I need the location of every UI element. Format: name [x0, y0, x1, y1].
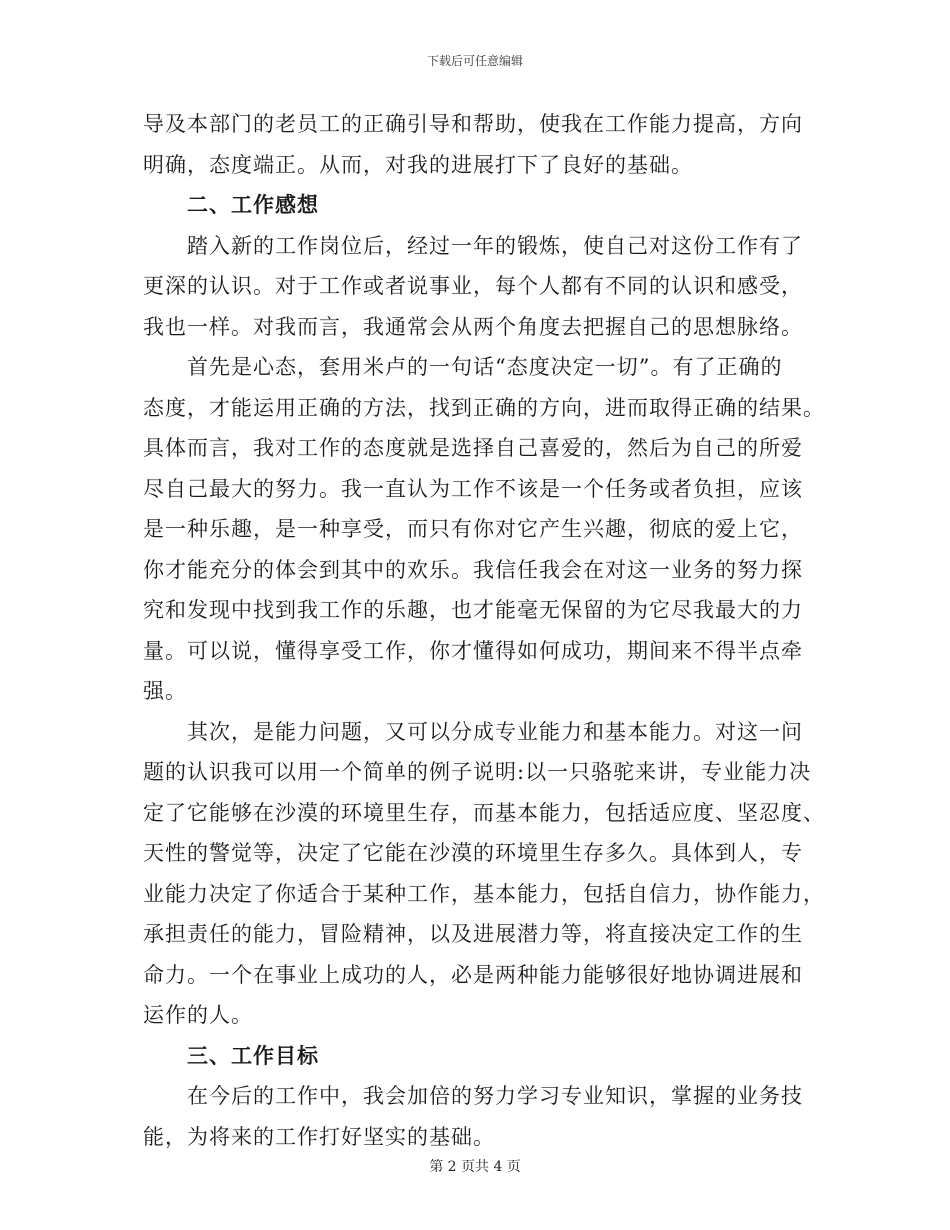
text-line: 运作的人。 — [143, 1003, 253, 1027]
text-line: 强。 — [143, 679, 187, 703]
paragraph-1 — [143, 104, 808, 185]
section-heading-2 — [143, 185, 808, 226]
text-line: 承担责任的能力，冒险精神，以及进展潜力等，将直接决定工作的生 — [143, 922, 803, 946]
text-line: 能，为将来的工作打好坚实的基础。 — [143, 1124, 495, 1149]
page-footer: 第 2 页共 4 页 — [429, 1159, 521, 1175]
text-line: 踏入新的工作岗位后，经过一年的锻炼，使自己对这份工作有了 — [187, 233, 803, 258]
text-line: 量。可以说，懂得享受工作，你才懂得如何成功，期间来不得半点牵 — [143, 638, 803, 663]
text-line: 你才能充分的体会到其中的欢乐。我信任我会在对这一业务的努力探 — [143, 557, 803, 582]
paragraph-4 — [143, 712, 825, 1036]
text-line: 定了它能够在沙漠的环境里生存，而基本能力，包括适应度、坚忍度、 — [143, 800, 825, 825]
paragraph-5 — [143, 1076, 808, 1157]
document-body — [143, 104, 825, 1157]
section-heading-3 — [143, 1036, 808, 1077]
text-line: 天性的警觉等，决定了它能在沙漠的环境里生存多久。具体到人，专 — [143, 841, 803, 865]
text-line: 具体而言，我对工作的态度就是选择自己喜爱的，然后为自己的所爱 — [143, 436, 803, 460]
text-line: 业能力决定了你适合于某种工作，基本能力，包括自信力，协作能力， — [143, 881, 825, 906]
text-line: 导及本部门的老员工的正确引导和帮助，使我在工作能力提高，方向 — [143, 112, 803, 136]
text-line: 是一种乐趣，是一种享受，而只有你对它产生兴趣，彻底的爱上它， — [143, 517, 803, 541]
text-line: 尽自己最大的努力。我一直认为工作不该是一个任务或者负担，应该 — [143, 476, 803, 501]
page-header: 下载后可任意编辑 — [426, 54, 523, 68]
text-line: 态度，才能运用正确的方法，找到正确的方向，进而取得正确的结果。 — [143, 395, 825, 420]
text-line: 究和发现中找到我工作的乐趣，也才能毫无保留的为它尽我最大的力 — [143, 598, 803, 622]
heading-text: 三、工作目标 — [187, 1042, 319, 1068]
text-line: 明确，态度端正。从而，对我的进展打下了良好的基础。 — [143, 152, 693, 177]
text-line: 命力。一个在事业上成功的人，必是两种能力能够很好地协调进展和 — [143, 962, 803, 987]
text-line: 在今后的工作中，我会加倍的努力学习专业知识，掌握的业务技 — [187, 1084, 803, 1108]
text-line: 首先是心态，套用米卢的一句话“态度决定一切”。有了正确的 — [187, 355, 783, 379]
paragraph-3 — [143, 347, 825, 712]
text-line: 我也一样。对我而言，我通常会从两个角度去把握自己的思想脉络。 — [143, 314, 803, 339]
paragraph-2 — [143, 226, 808, 348]
text-line: 其次，是能力问题，又可以分成专业能力和基本能力。对这一问 — [187, 719, 803, 744]
text-line: 题的认识我可以用一个简单的例子说明:以一只骆驼来讲，专业能力决 — [143, 760, 812, 784]
heading-text: 二、工作感想 — [187, 192, 319, 217]
text-line: 更深的认识。对于工作或者说事业，每个人都有不同的认识和感受， — [143, 274, 803, 298]
